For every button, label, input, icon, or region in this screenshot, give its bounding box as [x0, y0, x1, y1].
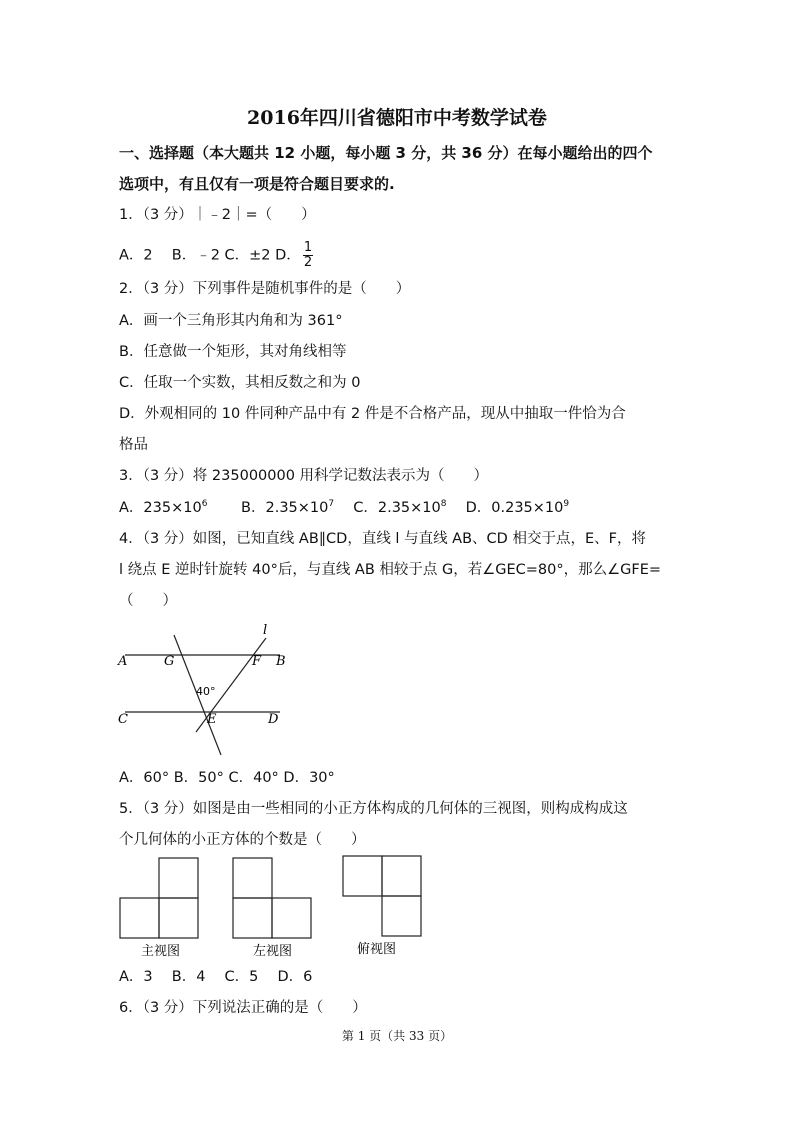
- q1-fraction: [303, 241, 313, 270]
- label-front-view: 主视图: [141, 944, 181, 959]
- q3-option-c-exp: 8: [440, 499, 447, 509]
- front-view: [120, 858, 198, 938]
- label-top-view: 俯视图: [357, 942, 397, 957]
- q1-stem: 1．（3 分）｜﹣2｜=（ ）: [119, 207, 316, 223]
- q2-option-d-line2: 格品: [119, 437, 148, 453]
- q3-options: [119, 498, 569, 518]
- q3-option-c-base: C．2.35×10: [353, 500, 441, 516]
- label-left-view: 左视图: [253, 944, 293, 959]
- label-l: l: [263, 623, 268, 638]
- q4-stem-line3: （ ）: [119, 593, 177, 609]
- q5-three-views-figure: [115, 852, 435, 962]
- section-heading-line1: 一、选择题（本大题共 12 小题，每小题 3 分，共 36 分）在每小题给出的四个: [119, 144, 653, 162]
- q3-option-b-base: B．2.35×10: [241, 500, 329, 516]
- left-view: [233, 858, 311, 938]
- q3-option-b-exp: 7: [328, 499, 335, 509]
- page-title: 2016年四川省德阳市中考数学试卷: [247, 107, 547, 129]
- q4-parallel-lines-figure: [110, 620, 300, 760]
- q3-option-a: [119, 500, 207, 516]
- q3-option-d: [466, 500, 570, 516]
- q3-option-c: [353, 500, 446, 516]
- label-e: E: [207, 712, 217, 727]
- q6-stem: 6．（3 分）下列说法正确的是（ ）: [119, 1000, 367, 1016]
- label-d: D: [268, 712, 279, 727]
- q2-stem: 2．（3 分）下列事件是随机事件的是（ ）: [119, 281, 411, 297]
- q2-option-d-line1: D．外观相同的 10 件同种产品中有 2 件是不合格产品，现从中抽取一件恰为合: [119, 406, 626, 422]
- q2-option-a: A．画一个三角形其内角和为 361°: [119, 313, 343, 329]
- q5-options: A．3 B．4 C．5 D．6: [119, 969, 313, 985]
- label-g: G: [164, 654, 175, 669]
- section-heading-line2: 选项中，有且仅有一项是符合题目要求的.: [119, 175, 395, 193]
- label-angle-40: 40°: [196, 685, 216, 698]
- label-f: F: [252, 654, 262, 669]
- q5-stem-line1: 5．（3 分）如图是由一些相同的小正方体构成的几何体的三视图，则构成构成这: [119, 801, 628, 817]
- label-a: A: [118, 654, 128, 669]
- q3-option-d-base: D．0.235×10: [465, 500, 564, 516]
- q5-stem-line2: 个几何体的小正方体的个数是（ ）: [119, 832, 366, 848]
- q3-option-d-exp: 9: [563, 499, 570, 509]
- q3-option-b: [241, 500, 334, 516]
- q1-frac-num: 1: [303, 240, 313, 255]
- q1-options-text: A．2 B．﹣2 C．±2 D．: [119, 247, 301, 264]
- q1-options: [119, 241, 313, 270]
- q2-option-c: C．任取一个实数，其相反数之和为 0: [119, 375, 361, 391]
- q3-option-a-exp: 6: [201, 499, 208, 509]
- q3-option-a-base: A．235×10: [119, 500, 202, 516]
- q4-stem-line2: l 绕点 E 逆时针旋转 40°后，与直线 AB 相较于点 G，若∠GEC=80°，那么∠GFE=: [119, 562, 662, 578]
- q4-stem-line1: 4．（3 分）如图，已知直线 AB∥CD，直线 l 与直线 AB、CD 相交于点，E、F，将: [119, 531, 646, 547]
- page-footer: 第 1 页（共 33 页）: [341, 1029, 453, 1043]
- q2-option-b: B．任意做一个矩形，其对角线相等: [119, 344, 347, 360]
- q3-stem: 3．（3 分）将 235000000 用科学记数法表示为（ ）: [119, 468, 489, 484]
- label-c: C: [118, 712, 128, 727]
- top-view: [343, 856, 421, 936]
- q1-frac-den: 2: [303, 255, 313, 270]
- q4-options: A．60° B．50° C．40° D．30°: [119, 770, 335, 786]
- label-b: B: [276, 654, 286, 669]
